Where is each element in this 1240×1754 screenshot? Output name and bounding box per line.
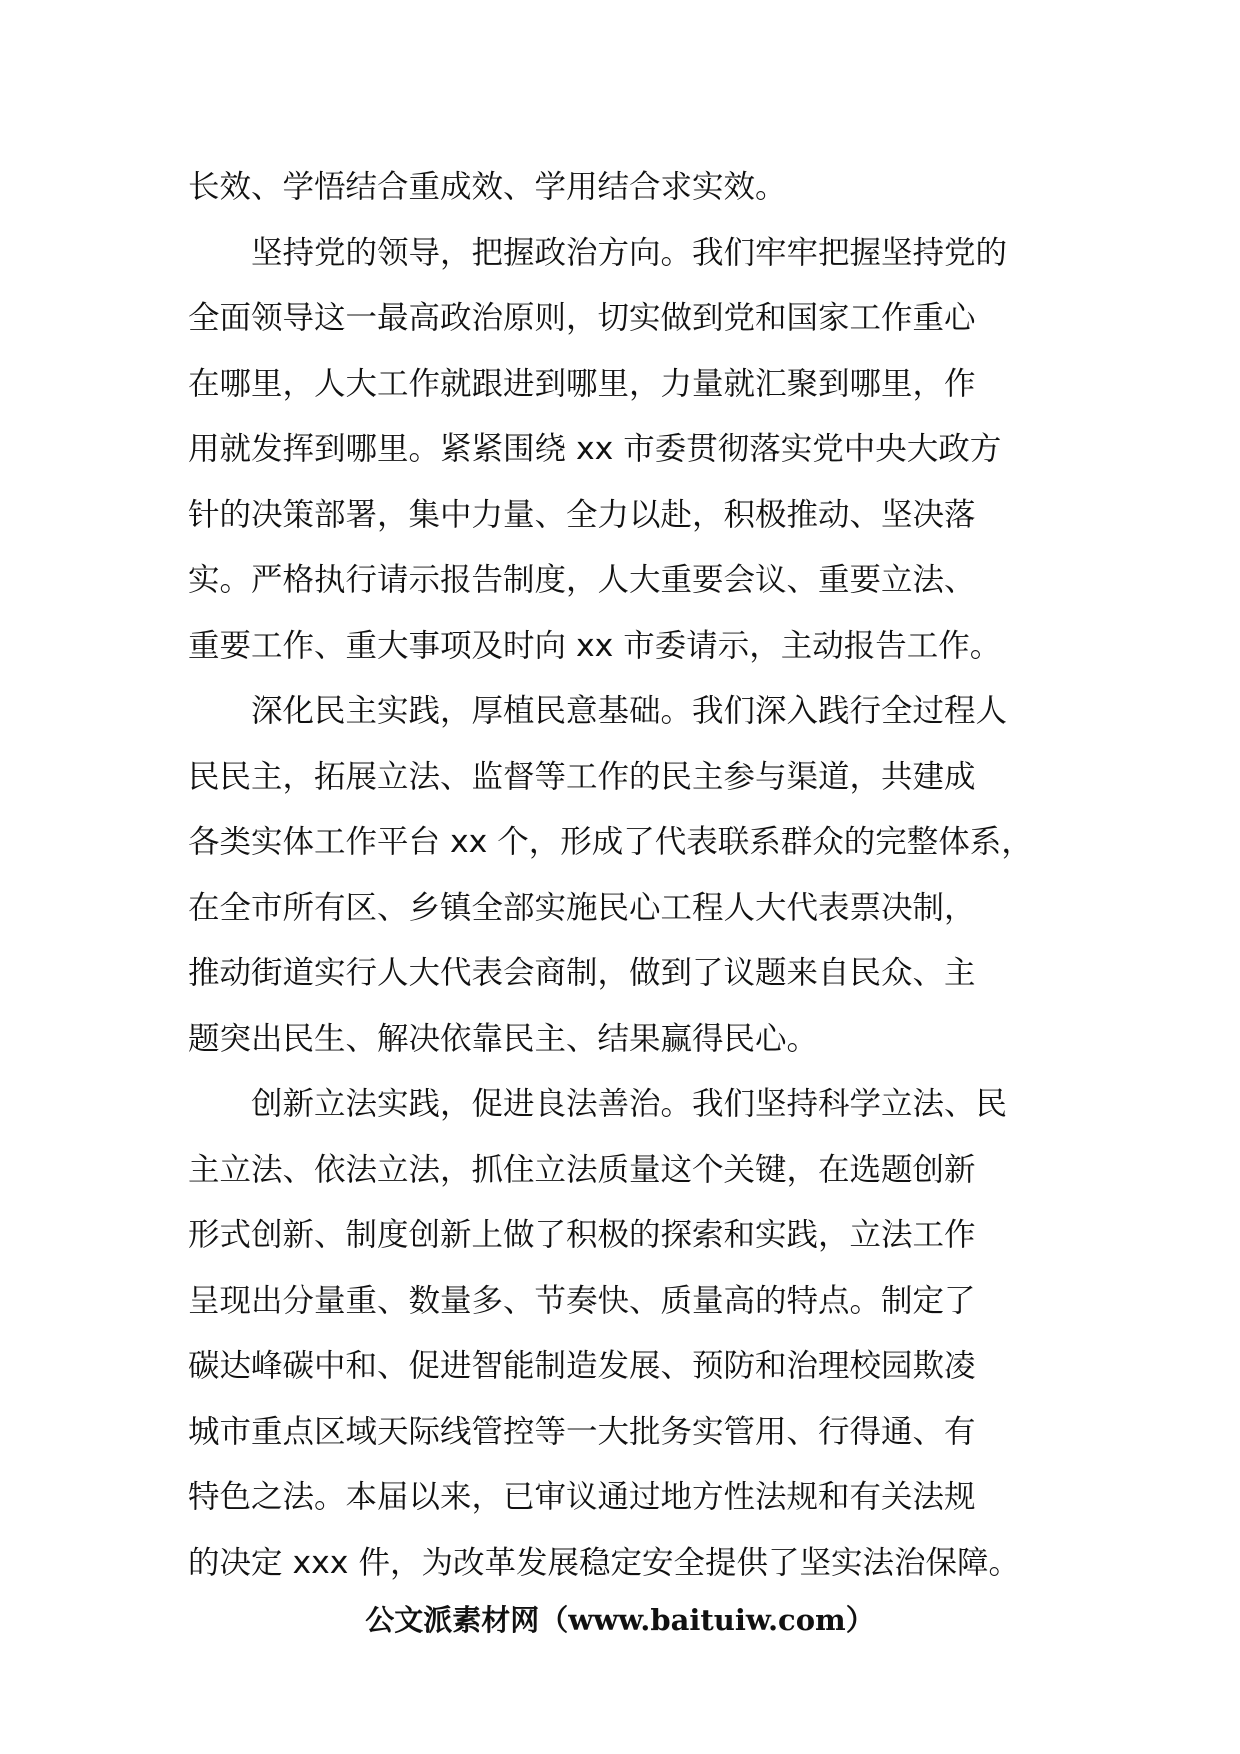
text-line: 城市重点区域天际线管控等一大批务实管用、行得通、有 [188, 1413, 976, 1450]
text-line: 碳达峰碳中和、促进智能制造发展、预防和治理校园欺凌 [188, 1348, 976, 1384]
text-line: 重要工作、重大事项及时向 xx 市委请示，主动报告工作。 [188, 627, 1002, 664]
text-line: 呈现出分量重、数量多、节奏快、质量高的特点。制定了 [188, 1282, 976, 1319]
text-line: 用就发挥到哪里。紧紧围绕 xx 市委贯彻落实党中央大政方 [188, 431, 1002, 467]
text-line: 在全市所有区、乡镇全部实施民心工程人大代表票决制， [188, 889, 976, 926]
text-line: 各类实体工作平台 xx 个，形成了代表联系群众的完整体系， [188, 824, 1033, 860]
text-line: 主立法、依法立法，抓住立法质量这个关键，在选题创新 [188, 1151, 976, 1188]
text-line: 的决定 xxx 件，为改革发展稳定安全提供了坚实法治保障。 [188, 1544, 1020, 1581]
text-line: 实。严格执行请示报告制度，人大重要会议、重要立法、 [188, 562, 976, 598]
text-line: 在哪里，人大工作就跟进到哪里，力量就汇聚到哪里，作 [188, 365, 976, 402]
page-footer-source: 公文派素材网（www.baituiw.com） [365, 1603, 875, 1637]
text-line: 形式创新、制度创新上做了积极的探索和实践，立法工作 [188, 1217, 976, 1253]
text-line: 民民主，拓展立法、监督等工作的民主参与渠道，共建成 [188, 758, 976, 795]
text-line: 全面领导这一最高政治原则，切实做到党和国家工作重心 [188, 300, 976, 336]
text-line: 特色之法。本届以来，已审议通过地方性法规和有关法规 [188, 1479, 976, 1515]
text-line: 推动街道实行人大代表会商制，做到了议题来自民众、主 [188, 955, 976, 991]
text-line: 长效、学悟结合重成效、学用结合求实效。 [188, 169, 787, 205]
text-line: 创新立法实践，促进良法善治。我们坚持科学立法、民 [188, 1086, 1008, 1122]
text-line: 题突出民生、解决依靠民主、结果赢得民心。 [188, 1020, 819, 1057]
text-line: 深化民主实践，厚植民意基础。我们深入践行全过程人 [188, 693, 1008, 729]
text-line: 针的决策部署，集中力量、全力以赴，积极推动、坚决落 [188, 496, 976, 533]
document-body [188, 155, 1078, 1596]
text-line: 坚持党的领导，把握政治方向。我们牢牢把握坚持党的 [188, 234, 1008, 271]
